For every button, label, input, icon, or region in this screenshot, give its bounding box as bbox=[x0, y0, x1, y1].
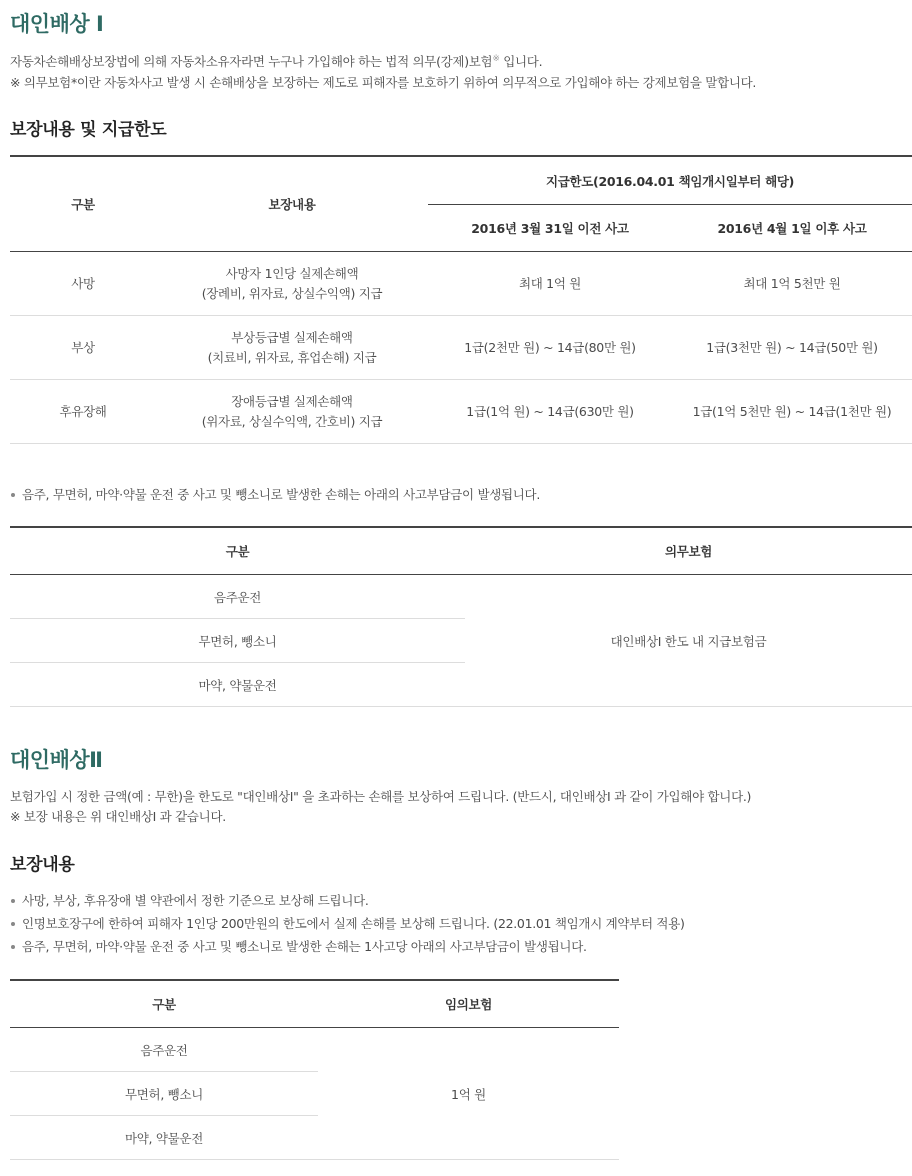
coverage-line2: (위자료, 상실수익액, 간호비) 지급 bbox=[201, 413, 383, 429]
row-after: 최대 1억 5천만 원 bbox=[672, 252, 912, 316]
merged-value: 대인배상I 한도 내 지급보험금 bbox=[465, 575, 912, 707]
section1-description bbox=[10, 51, 542, 72]
coverage-line1: 부상등급별 실제손해액 bbox=[231, 329, 353, 345]
row-category: 무면허, 뺑소니 bbox=[10, 1072, 318, 1116]
deductible-table-1 bbox=[10, 526, 912, 707]
table-row bbox=[10, 380, 912, 444]
table-row bbox=[10, 575, 912, 619]
section1-desc-text: 자동차손해배상보장법에 의해 자동차소유자라면 누구나 가입해야 하는 법적 의무(강제)보험 bbox=[10, 54, 493, 69]
col-category: 구분 bbox=[10, 527, 465, 575]
table-row bbox=[10, 252, 912, 316]
row-category: 무면허, 뺑소니 bbox=[10, 619, 465, 663]
section1-desc-tail: 입니다. bbox=[499, 54, 543, 69]
list-item: 인명보호장구에 한하여 피해자 1인당 200만원의 한도에서 실제 손해를 보상해 드립니다. (22.01.01 책임개시 계약부터 적용) bbox=[10, 912, 685, 935]
row-coverage bbox=[156, 316, 428, 380]
row-category: 마약, 약물운전 bbox=[10, 1116, 318, 1160]
row-category: 음주운전 bbox=[10, 1028, 318, 1072]
coverage-line1: 사망자 1인당 실제손해액 bbox=[225, 265, 359, 281]
row-before: 1급(1억 원) ~ 14급(630만 원) bbox=[428, 380, 672, 444]
section1-notes-list bbox=[10, 483, 540, 506]
col-after: 2016년 4월 1일 이후 사고 bbox=[672, 205, 912, 252]
row-after: 1급(3천만 원) ~ 14급(50만 원) bbox=[672, 316, 912, 380]
section2-subtitle: 보장내용 bbox=[10, 855, 75, 875]
merged-value: 1억 원 bbox=[318, 1028, 619, 1160]
list-item: 음주, 무면허, 마약·약물 운전 중 사고 및 뺑소니로 발생한 손해는 아래의 사고부담금이 발생됩니다. bbox=[10, 483, 540, 506]
section2-note: ※ 보장 내용은 위 대인배상Ⅰ 과 같습니다. bbox=[10, 809, 226, 824]
col-limit: 지급한도(2016.04.01 책임개시일부터 해당) bbox=[428, 156, 912, 205]
row-coverage bbox=[156, 380, 428, 444]
row-category: 부상 bbox=[10, 316, 156, 380]
row-category: 마약, 약물운전 bbox=[10, 663, 465, 707]
coverage-limit-table bbox=[10, 155, 912, 444]
row-category: 음주운전 bbox=[10, 575, 465, 619]
col-category: 구분 bbox=[10, 980, 318, 1028]
section2-bullets bbox=[10, 889, 685, 958]
table-row bbox=[10, 316, 912, 380]
coverage-line1: 장애등급별 실제손해액 bbox=[231, 393, 353, 409]
table-row bbox=[10, 1028, 619, 1072]
section1-subtitle: 보장내용 및 지급한도 bbox=[10, 120, 167, 140]
coverage-line2: (장례비, 위자료, 상실수익액) 지급 bbox=[201, 285, 383, 301]
section2-title: 대인배상Ⅱ bbox=[10, 748, 103, 772]
col-coverage: 보장내용 bbox=[156, 156, 428, 252]
col-insurance: 의무보험 bbox=[465, 527, 912, 575]
deductible-table-2 bbox=[10, 979, 619, 1160]
section1-title: 대인배상 I bbox=[10, 12, 104, 36]
col-insurance: 임의보험 bbox=[318, 980, 619, 1028]
row-category: 후유장해 bbox=[10, 380, 156, 444]
section2-description: 보험가입 시 정한 금액(예 : 무한)을 한도로 "대인배상Ⅰ" 을 초과하는 손해를 보상하여 드립니다. (반드시, 대인배상Ⅰ 과 같이 가입해야 합니다.) bbox=[10, 789, 752, 804]
row-after: 1급(1억 5천만 원) ~ 14급(1천만 원) bbox=[672, 380, 912, 444]
row-before: 1급(2천만 원) ~ 14급(80만 원) bbox=[428, 316, 672, 380]
list-item: 음주, 무면허, 마약·약물 운전 중 사고 및 뺑소니로 발생한 손해는 1사고당 아래의 사고부담금이 발생됩니다. bbox=[10, 935, 685, 958]
footnote-mark: ※ bbox=[492, 54, 500, 64]
col-before: 2016년 3월 31일 이전 사고 bbox=[428, 205, 672, 252]
section1-note: ※ 의무보험*이란 자동차사고 발생 시 손해배상을 보장하는 제도로 피해자를 보호하기 위하여 의무적으로 가입해야 하는 강제보험을 말합니다. bbox=[10, 75, 757, 90]
row-coverage bbox=[156, 252, 428, 316]
coverage-line2: (치료비, 위자료, 휴업손해) 지급 bbox=[207, 349, 377, 365]
row-before: 최대 1억 원 bbox=[428, 252, 672, 316]
col-category: 구분 bbox=[10, 156, 156, 252]
row-category: 사망 bbox=[10, 252, 156, 316]
list-item: 사망, 부상, 후유장애 별 약관에서 정한 기준으로 보상해 드립니다. bbox=[10, 889, 685, 912]
